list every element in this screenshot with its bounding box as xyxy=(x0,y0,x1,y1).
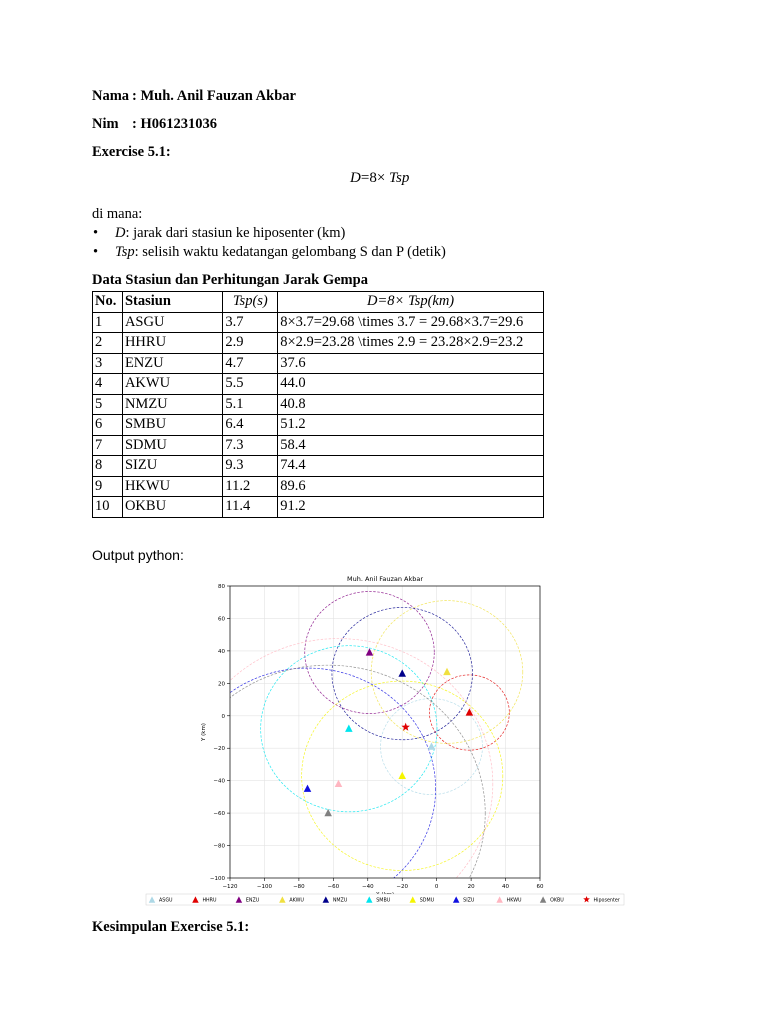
table-row xyxy=(93,497,544,518)
legend-label: HKWU xyxy=(506,898,522,904)
cell-tsp: 11.4 xyxy=(223,497,278,518)
cell-distance: 91.2 xyxy=(278,497,544,518)
x-tick-label: 40 xyxy=(502,884,510,890)
x-tick-label: −120 xyxy=(222,884,238,890)
y-tick-label: −40 xyxy=(213,778,225,785)
formula-var: Tsp xyxy=(389,170,410,186)
term-d: D xyxy=(115,225,126,241)
header-no: No. xyxy=(93,292,123,313)
plot-area xyxy=(230,586,540,878)
cell-tsp: 4.7 xyxy=(223,353,278,374)
formula-coef: 8 xyxy=(369,170,377,186)
cell-distance: 89.6 xyxy=(278,476,544,497)
cell-no: 2 xyxy=(93,333,123,354)
conclusion-title: Kesimpulan Exercise 5.1: xyxy=(92,919,250,935)
table-row xyxy=(93,415,544,436)
table-row xyxy=(93,435,544,456)
legend-label: SIZU xyxy=(463,898,475,904)
cell-distance: 8×2.9=23.28 \times 2.9 = 23.28×2.9=23.2 xyxy=(278,333,544,354)
cell-station: AKWU xyxy=(122,374,222,395)
x-tick-label: −100 xyxy=(256,884,272,890)
legend-label: NMZU xyxy=(332,898,348,904)
x-tick-label: −20 xyxy=(396,884,409,890)
legend-label: SDMU xyxy=(419,898,435,904)
x-tick-label: 20 xyxy=(467,884,475,890)
formula-lhs: D xyxy=(350,170,361,186)
table-title: Data Stasiun dan Perhitungan Jarak Gempa xyxy=(92,272,368,288)
cell-station: SDMU xyxy=(122,435,222,456)
legend-label: SMBU xyxy=(376,898,391,904)
legend-label: ENZU xyxy=(245,898,260,904)
table-row xyxy=(93,476,544,497)
table-row xyxy=(93,333,544,354)
name-line xyxy=(92,88,296,105)
cell-no: 6 xyxy=(93,415,123,436)
table-row xyxy=(93,394,544,415)
cell-station: NMZU xyxy=(122,394,222,415)
cell-no: 3 xyxy=(93,353,123,374)
epicenter-chart xyxy=(143,570,625,908)
cell-distance: 58.4 xyxy=(278,435,544,456)
y-tick-label: −80 xyxy=(213,843,225,850)
cell-no: 8 xyxy=(93,456,123,477)
cell-distance: 8×3.7=29.68 \times 3.7 = 29.68×3.7=29.6 xyxy=(278,312,544,333)
station-table xyxy=(92,291,544,518)
name-label: Nama xyxy=(92,88,130,104)
table-body xyxy=(93,312,544,517)
term-d-desc: : jarak dari stasiun ke hiposenter (km) xyxy=(125,225,346,241)
cell-no: 10 xyxy=(93,497,123,518)
cell-tsp: 6.4 xyxy=(223,415,278,436)
list-item xyxy=(115,243,446,262)
y-tick-label: 60 xyxy=(218,616,225,623)
exercise-title: Exercise 5.1: xyxy=(92,144,171,160)
cell-station: SMBU xyxy=(122,415,222,436)
formula-eq: = xyxy=(360,170,370,186)
y-tick-label: 0 xyxy=(221,713,225,720)
chart-title: Muh. Anil Fauzan Akbar xyxy=(346,575,424,583)
cell-station: ENZU xyxy=(122,353,222,374)
legend-label: ASGU xyxy=(159,898,173,904)
y-tick-label: −100 xyxy=(209,876,225,882)
x-tick-label: −40 xyxy=(361,884,374,890)
cell-station: SIZU xyxy=(122,456,222,477)
term-tsp-desc: : selisih waktu kedatangan gelombang S dan P (detik) xyxy=(134,244,446,260)
cell-tsp: 2.9 xyxy=(223,333,278,354)
cell-no: 9 xyxy=(93,476,123,497)
x-tick-label: 60 xyxy=(536,884,544,890)
cell-station: OKBU xyxy=(122,497,222,518)
table-row xyxy=(93,312,544,333)
y-tick-label: −60 xyxy=(213,811,225,818)
cell-distance: 40.8 xyxy=(278,394,544,415)
cell-station: ASGU xyxy=(122,312,222,333)
header-distance: D=8× Tsp(km) xyxy=(278,292,544,313)
y-axis-label: Y (km) xyxy=(201,723,207,741)
cell-distance: 51.2 xyxy=(278,415,544,436)
y-tick-label: −20 xyxy=(213,746,225,753)
explanation-intro: di mana: xyxy=(92,206,143,222)
header-station: Stasiun xyxy=(122,292,222,313)
cell-tsp: 5.1 xyxy=(223,394,278,415)
cell-tsp: 3.7 xyxy=(223,312,278,333)
cell-tsp: 7.3 xyxy=(223,435,278,456)
y-tick-label: 20 xyxy=(218,681,225,688)
legend-label: Hiposenter xyxy=(593,898,620,904)
table-row xyxy=(93,456,544,477)
cell-no: 5 xyxy=(93,394,123,415)
cell-tsp: 5.5 xyxy=(223,374,278,395)
nim-value: : H061231036 xyxy=(132,116,217,132)
cell-no: 7 xyxy=(93,435,123,456)
cell-no: 1 xyxy=(93,312,123,333)
name-value: : Muh. Anil Fauzan Akbar xyxy=(132,88,296,104)
cell-distance: 74.4 xyxy=(278,456,544,477)
table-row xyxy=(93,374,544,395)
legend-label: HHRU xyxy=(202,898,217,904)
cell-tsp: 11.2 xyxy=(223,476,278,497)
list-item xyxy=(115,224,446,243)
term-tsp: Tsp xyxy=(115,244,135,260)
header-tsp: Tsp(s) xyxy=(223,292,278,313)
table-row xyxy=(93,353,544,374)
cell-station: HHRU xyxy=(122,333,222,354)
cell-no: 4 xyxy=(93,374,123,395)
legend-label: OKBU xyxy=(550,898,564,904)
cell-tsp: 9.3 xyxy=(223,456,278,477)
x-tick-label: −60 xyxy=(327,884,340,890)
y-tick-label: 40 xyxy=(218,648,225,655)
explanation-list xyxy=(115,224,446,262)
nim-label: Nim xyxy=(92,116,119,132)
y-tick-label: 80 xyxy=(218,584,225,590)
x-tick-label: 0 xyxy=(434,884,439,890)
table-header-row xyxy=(93,292,544,313)
nim-line xyxy=(92,116,217,133)
chart-legend xyxy=(146,894,624,905)
cell-distance: 44.0 xyxy=(278,374,544,395)
cell-station: HKWU xyxy=(122,476,222,497)
output-label: Output python: xyxy=(92,547,184,563)
legend-label: AKWU xyxy=(289,898,304,904)
formula-times: × xyxy=(376,170,386,186)
cell-distance: 37.6 xyxy=(278,353,544,374)
formula xyxy=(350,170,409,187)
x-tick-label: −80 xyxy=(293,884,305,890)
